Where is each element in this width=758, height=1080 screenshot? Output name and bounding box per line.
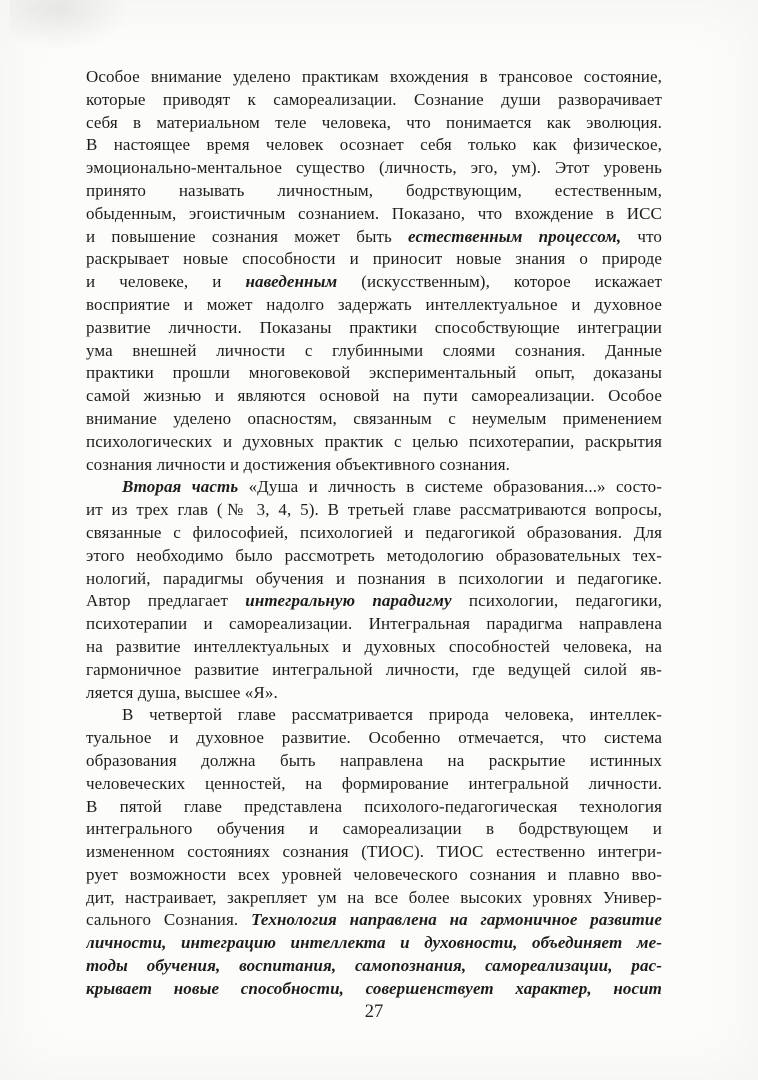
body-text-segment: и повышение сознания может быть — [86, 226, 409, 246]
text-line — [86, 180, 662, 203]
emphasis-text: личности, интеграцию интеллекта и духовности, объединяет ме- — [86, 933, 662, 953]
text-line — [86, 66, 662, 89]
text-line — [86, 796, 662, 819]
text-line — [86, 89, 662, 112]
body-text-segment: принято называть личностным, бодрствующим, естественным, — [86, 180, 662, 200]
text-line — [86, 727, 662, 750]
text-line — [86, 590, 662, 613]
body-text-segment: ляется душа, высшее «Я». — [86, 682, 278, 702]
body-text-segment: психотерапии и самореализации. Интегральная парадигма направлена — [86, 614, 662, 634]
body-text-segment: рует возможности всех уровней человеческого сознания и плавно вво- — [86, 864, 662, 884]
text-line — [86, 932, 662, 955]
text-line — [86, 362, 662, 385]
body-text-segment: практики прошли многовековой экспериментальный опыт, доказаны — [86, 363, 662, 383]
emphasis-text: крывает новые способности, совершенствует характер, носит — [86, 978, 662, 998]
text-line — [86, 613, 662, 636]
body-text-segment: психологии, педагогики, — [451, 591, 662, 611]
text-line — [86, 568, 662, 591]
text-line — [86, 704, 662, 727]
body-text-segment: гармоничное развитие интегральной личности, где ведущей силой яв- — [86, 659, 662, 679]
text-line — [86, 340, 662, 363]
body-text-segment: В настоящее время человек осознает себя только как физическое, — [86, 135, 662, 155]
text-line — [86, 294, 662, 317]
body-text-segment: интегрального обучения и самореализации в бодрствующем и — [86, 819, 662, 839]
body-text-segment: измененном состояниях сознания (ТИОС). ТИОС естественно интегри- — [86, 842, 662, 862]
body-text-segment: туальное и духовное развитие. Особенно отмечается, что система — [86, 728, 662, 748]
text-line — [86, 545, 662, 568]
body-text-segment: образования должна быть направлена на раскрытие истинных — [86, 750, 662, 770]
text-line — [86, 864, 662, 887]
body-text-segment: восприятие и может надолго задержать интеллектуальное и духовное — [86, 294, 662, 314]
text-line — [86, 385, 662, 408]
text-line — [86, 887, 662, 910]
body-text-segment: человеческих ценностей, на формирование интегральной личности. — [86, 773, 662, 793]
body-text-segment: «Душа и личность в системе образования...» состо- — [238, 477, 662, 497]
body-text-segment: нологий, парадигмы обучения и познания в психологии и педагогике. — [86, 568, 662, 588]
body-text-segment: внимание уделено опасностям, связанным с неумелым применением — [86, 408, 662, 428]
text-line — [86, 476, 662, 499]
body-text-segment: что — [621, 226, 662, 246]
text-line — [86, 112, 662, 135]
text-line — [86, 134, 662, 157]
text-line — [86, 818, 662, 841]
text-line — [86, 522, 662, 545]
scan-artifact — [10, 0, 130, 50]
text-line — [86, 499, 662, 522]
text-line — [86, 682, 662, 705]
page-body-text — [86, 66, 662, 1001]
body-text-segment: Особое внимание уделено практикам вхождения в трансовое состояние, — [86, 67, 662, 86]
body-text-segment: Автор предлагает — [86, 591, 246, 611]
body-text-segment: самой жизнью и являются основой на пути самореализации. Особое — [86, 386, 662, 406]
emphasis-text: естественным процессом, — [408, 226, 622, 246]
emphasis-text: Вторая часть — [122, 477, 239, 497]
text-line — [86, 841, 662, 864]
body-text-segment: ит из трех глав (№ 3, 4, 5). В третьей главе рассматриваются вопросы, — [86, 500, 662, 520]
text-line — [86, 909, 662, 932]
body-text-segment: дит, настраивает, закрепляет ум на все более высоких уровнях Универ- — [86, 887, 662, 907]
text-line — [86, 636, 662, 659]
body-text-segment: сознания личности и достижения объективного сознания. — [86, 454, 510, 474]
body-text-segment: сального Сознания. — [86, 910, 252, 930]
body-text-segment: этого необходимо было рассмотреть методологию образовательных тех- — [86, 545, 662, 565]
text-line — [86, 454, 662, 477]
body-text-segment: себя в материальном теле человека, что понимается как эволюция. — [86, 112, 662, 132]
text-line — [86, 431, 662, 454]
text-line — [86, 978, 662, 1001]
body-text-segment: эмоционально-ментальное существо (личность, эго, ум). Этот уровень — [86, 158, 662, 178]
body-text-segment: В пятой главе представлена психолого-педагогическая технология — [86, 796, 662, 816]
text-line — [86, 408, 662, 431]
text-line — [86, 248, 662, 271]
text-line — [86, 226, 662, 249]
body-text-segment: ума внешней личности с глубинными слоями сознания. Данные — [86, 340, 662, 360]
body-text-segment: связанные с философией, психологией и педагогикой образования. Для — [86, 522, 662, 542]
text-line — [86, 773, 662, 796]
text-line — [86, 317, 662, 340]
text-line — [86, 203, 662, 226]
emphasis-text: интегральную парадигму — [245, 591, 452, 611]
text-line — [86, 955, 662, 978]
emphasis-text: наведенным — [245, 272, 338, 292]
text-line — [86, 271, 662, 294]
body-text-segment: на развитие интеллектуальных и духовных способностей человека, на — [86, 636, 662, 656]
body-text-segment: В четвертой главе рассматривается природа человека, интеллек- — [122, 705, 662, 725]
text-line — [86, 659, 662, 682]
body-text-segment: развитие личности. Показаны практики способствующие интеграции — [86, 317, 662, 337]
emphasis-text: тоды обучения, воспитания, самопознания, самореализации, рас- — [86, 956, 662, 976]
body-text-segment: которые приводят к самореализации. Сознание души разворачивает — [86, 89, 662, 109]
text-line — [86, 750, 662, 773]
body-text-segment: обыденным, эгоистичным сознанием. Показано, что вхождение в ИСС — [86, 203, 662, 223]
body-text-segment: и человеке, и — [86, 272, 246, 292]
body-text-segment: (искусственным), которое искажает — [337, 272, 662, 292]
body-text-segment: раскрывает новые способности и приносит новые знания о природе — [86, 249, 662, 269]
text-line — [86, 157, 662, 180]
body-text-segment: психологических и духовных практик с целью психотерапии, раскрытия — [86, 431, 662, 451]
emphasis-text: Технология направлена на гармоничное развитие — [251, 910, 662, 930]
page-number: 27 — [364, 1002, 384, 1022]
